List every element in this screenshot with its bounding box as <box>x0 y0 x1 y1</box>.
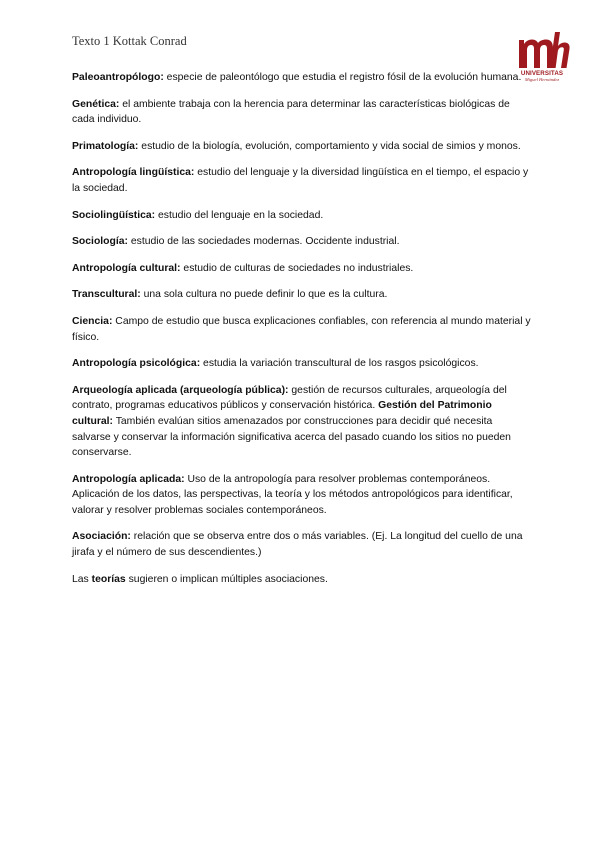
definition: estudia la variación transcultural de los rasgos psicológicos. <box>200 358 479 370</box>
term: Primatología: <box>72 140 139 152</box>
definition: gestión de recursos culturales, arqueología del contrato, programas educativos públicos y conservación histórica. <box>72 384 507 412</box>
glossary-entry <box>72 314 532 345</box>
term: Antropología cultural: <box>72 262 181 274</box>
glossary-entry <box>72 165 532 196</box>
definition: relación que se observa entre dos o más variables. (Ej. La longitud del cuello de una jirafa y el número de sus descendientes.) <box>72 531 523 559</box>
document-header: Texto 1 Kottak Conrad <box>72 34 187 48</box>
term: Gestión del Patrimonio cultural: <box>72 400 492 427</box>
term: Sociología: <box>72 236 128 248</box>
term: Genética: <box>72 98 120 110</box>
glossary-entry <box>72 97 532 128</box>
definition: estudio de culturas de sociedades no industriales. <box>180 262 414 274</box>
glossary-entry <box>72 529 532 560</box>
term: Antropología lingüística: <box>72 167 195 179</box>
term: Ciencia: <box>72 315 113 327</box>
definition: estudio de la biología, evolución, comportamiento y vida social de simios y monos. <box>138 140 521 152</box>
glossary-entry <box>72 356 532 372</box>
term: Transcultural: <box>72 289 141 301</box>
term: Paleoantropólogo: <box>72 72 164 83</box>
closing-sentence <box>72 572 532 588</box>
definition: estudio de las sociedades modernas. Occidente industrial. <box>128 236 400 248</box>
definition: También evalúan sitios amenazados por construcciones para decidir qué necesita salvarse y conservar la información significativa acerca del pasado cuando los sitios no pueden conservarse. <box>72 415 511 459</box>
logo-subtext: Miguel Hernández <box>524 77 560 82</box>
definition: el ambiente trabaja con la herencia para determinar las características biológicas de cada individuo. <box>72 98 510 126</box>
term: teorías <box>91 573 126 585</box>
glossary-entry <box>72 261 532 277</box>
glossary-entry <box>72 287 532 303</box>
definition: especie de paleontólogo que estudia el registro fósil de la evolución humana. <box>163 72 522 83</box>
umh-logo-mark-icon <box>511 30 573 70</box>
sentence-prefix: Las <box>72 573 92 585</box>
logo-text: UNIVERSITAS <box>520 70 564 77</box>
sentence-suffix: sugieren o implican múltiples asociaciones. <box>125 573 328 585</box>
definition: Campo de estudio que busca explicaciones confiables, con referencia al mundo material y físico. <box>72 315 531 343</box>
definition: estudio del lenguaje en la sociedad. <box>155 209 324 221</box>
glossary-body <box>72 70 532 598</box>
definition: estudio del lenguaje y la diversidad lingüística en el tiempo, el espacio y la sociedad. <box>72 167 529 194</box>
glossary-entry <box>72 70 532 86</box>
term: Arqueología aplicada (arqueología pública): <box>72 384 289 396</box>
glossary-entry <box>72 139 532 155</box>
glossary-entry <box>72 234 532 250</box>
term: Asociación: <box>72 531 131 543</box>
glossary-entry-arqueologia <box>72 383 532 461</box>
glossary-entry <box>72 472 532 519</box>
definition: una sola cultura no puede definir lo que es la cultura. <box>140 289 388 301</box>
term: Sociolingüística: <box>72 209 156 221</box>
term: Antropología aplicada: <box>72 473 185 485</box>
glossary-entry <box>72 208 532 224</box>
term: Antropología psicológica: <box>72 358 201 370</box>
definition: Uso de la antropología para resolver problemas contemporáneos. Aplicación de los datos, las perspectivas, la teoría y los métodos antropológicos para identificar, valorar y resolver problemas sociales contemporáneos. <box>72 473 513 516</box>
